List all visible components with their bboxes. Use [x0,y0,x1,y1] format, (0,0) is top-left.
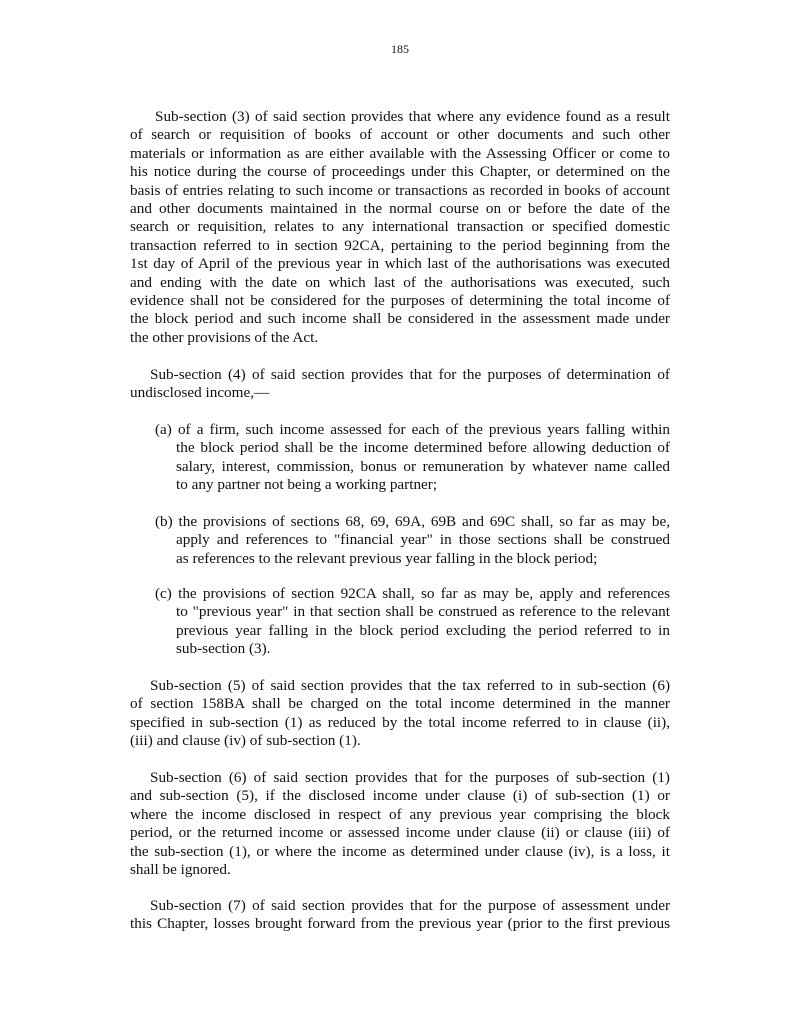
text-line: to "previous year" in that section shall be construed as reference to the relevant [176,603,670,621]
paragraph-subsection-7 [130,897,670,934]
text-line: to any partner not being a working partner; [176,476,438,494]
paragraph-subsection-5 [130,677,670,751]
clause-b [155,513,670,568]
text-line: Sub-section (4) of said section provides that for the purposes of determination of [150,366,670,383]
text-line: previous year falling in the block period excluding the period referred to in [176,621,670,639]
paragraph-subsection-6 [130,769,670,879]
text-line: 1st day of April of the previous year in which last of the authorisations was executed [130,255,670,273]
text-line: search or requisition, relates to any international transaction or specified domestic [130,218,670,236]
text-line: and other documents maintained in the normal course on or before the date of the [130,200,670,218]
text-line: evidence shall not be considered for the purposes of determining the total income of [130,292,670,310]
text-line: Sub-section (3) of said section provides that where any evidence found as a result [155,108,670,125]
text-line: of search or requisition of books of account or other documents and such other [130,126,670,144]
text-line: Sub-section (5) of said section provides that the tax referred to in sub-section (6) [150,677,670,694]
text-line: (iii) and clause (iv) of sub-section (1). [130,732,361,750]
text-line: apply and references to "financial year" in those sections shall be construed [176,531,670,549]
text-line: his notice during the course of proceedings under this Chapter, or determined on the [130,163,670,181]
text-line: and ending with the date on which last of the authorisations was executed, such [130,273,670,291]
text-line: the other provisions of the Act. [130,328,319,346]
text-line: the block period shall be the income determined before allowing deduction of [176,439,670,457]
text-line: (c) the provisions of section 92CA shall, so far as may be, apply and references [155,585,670,602]
text-line: of section 158BA shall be charged on the total income determined in the manner [130,695,670,713]
text-line: sub-section (3). [176,640,271,658]
paragraph-subsection-4 [130,366,670,403]
text-line: as references to the relevant previous year falling in the block period; [176,549,598,567]
text-line: this Chapter, losses brought forward from the previous year (prior to the first previous [130,915,670,933]
text-line: salary, interest, commission, bonus or remuneration by whatever name called [176,457,670,475]
paragraph-subsection-3 [130,108,670,347]
text-line: the sub-section (1), or where the income as determined under clause (iv), is a loss, it [130,842,670,860]
text-line: period, or the returned income or assessed income under clause (ii) or clause (iii) of [130,824,670,842]
text-line: transaction referred to in section 92CA, pertaining to the period beginning from the [130,236,670,254]
text-line: undisclosed income,— [130,384,270,402]
text-line: where the income disclosed in respect of any previous year comprising the block [130,805,670,823]
text-line: and sub-section (5), if the disclosed income under clause (i) of sub-section (1) or [130,787,670,805]
text-line: Sub-section (6) of said section provides that for the purposes of sub-section (1) [150,769,670,786]
text-line: materials or information as are either available with the Assessing Officer or come to [130,144,670,162]
text-line: shall be ignored. [130,861,231,879]
text-line: the block period and such income shall be considered in the assessment made under [130,310,670,328]
page-number: 185 [391,42,409,56]
text-line: basis of entries relating to such income or transactions as recorded in books of account [130,181,670,199]
text-line: (a) of a firm, such income assessed for each of the previous years falling within [155,421,670,438]
clause-a [155,421,670,495]
text-line: specified in sub-section (1) as reduced by the total income referred to in clause (ii), [130,713,670,731]
clause-c [155,585,670,659]
text-line: Sub-section (7) of said section provides that for the purpose of assessment under [150,897,670,914]
text-line: (b) the provisions of sections 68, 69, 69A, 69B and 69C shall, so far as may be, [155,513,670,530]
